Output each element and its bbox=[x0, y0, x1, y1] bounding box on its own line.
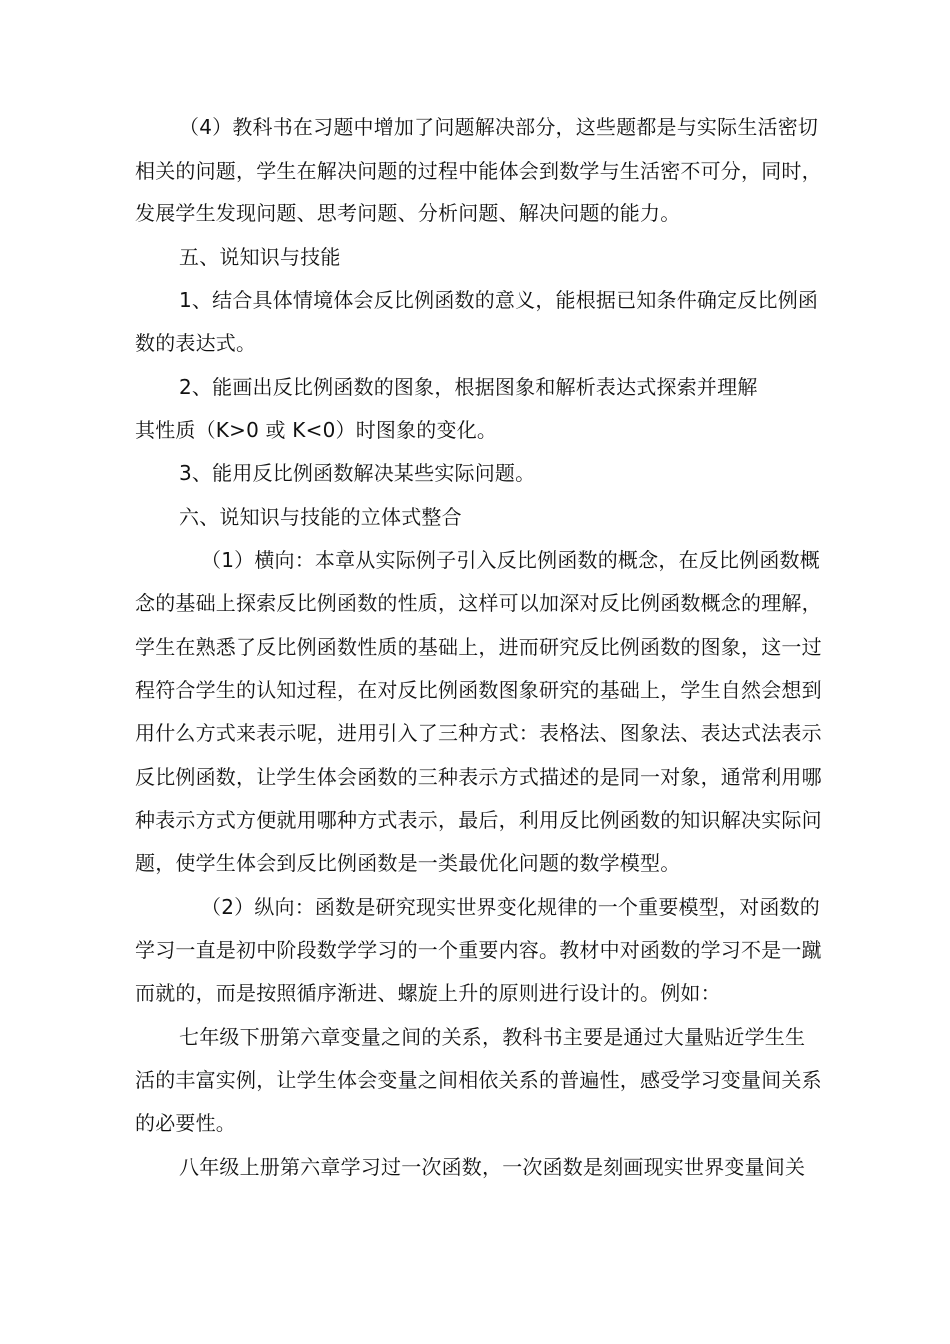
text-line: 1、结合具体情境体会反比例函数的意义，能根据已知条件确定反比例函 bbox=[179, 288, 819, 312]
text-line: 而就的，而是按照循序渐进、螺旋上升的原则进行设计的。例如： bbox=[135, 981, 721, 1005]
section-heading: 六、说知识与技能的立体式整合 bbox=[179, 505, 462, 529]
text-line: 八年级上册第六章学习过一次函数，一次函数是刻画现实世界变量间关 bbox=[179, 1155, 806, 1179]
text-line: 学习一直是初中阶段数学学习的一个重要内容。教材中对函数的学习不是一蹴 bbox=[135, 938, 822, 962]
text-line: 2、能画出反比例函数的图象，根据图象和解析表达式探索并理解 bbox=[179, 375, 758, 399]
text-line: 活的丰富实例，让学生体会变量之间相依关系的普遍性，感受学习变量间关系 bbox=[135, 1068, 822, 1092]
text-line: 种表示方式方便就用哪种方式表示，最后，利用反比例函数的知识解决实际问 bbox=[135, 808, 822, 832]
text-line: 相关的问题，学生在解决问题的过程中能体会到数学与生活密不可分，同时， bbox=[135, 159, 822, 183]
text-line: 3、能用反比例函数解决某些实际问题。 bbox=[179, 461, 536, 485]
text-line: 题，使学生体会到反比例函数是一类最优化问题的数学模型。 bbox=[135, 851, 681, 875]
text-line: 学生在熟悉了反比例函数性质的基础上，进而研究反比例函数的图象，这一过 bbox=[135, 635, 822, 659]
text-line: （4）教科书在习题中增加了问题解决部分，这些题都是与实际生活密切 bbox=[179, 115, 819, 139]
text-line: 反比例函数，让学生体会函数的三种表示方式描述的是同一对象，通常利用哪 bbox=[135, 765, 822, 789]
text-line: 数的表达式。 bbox=[135, 331, 257, 355]
text-line: 程符合学生的认知过程，在对反比例函数图象研究的基础上，学生自然会想到 bbox=[135, 678, 822, 702]
text-line: 七年级下册第六章变量之间的关系，教科书主要是通过大量贴近学生生 bbox=[179, 1025, 806, 1049]
section-heading: 五、说知识与技能 bbox=[179, 245, 341, 269]
text-line: 发展学生发现问题、思考问题、分析问题、解决问题的能力。 bbox=[135, 201, 681, 225]
text-line: 用什么方式来表示呢，进用引入了三种方式：表格法、图象法、表达式法表示 bbox=[135, 721, 822, 745]
text-line: （1）横向：本章从实际例子引入反比例函数的概念，在反比例函数概 bbox=[201, 548, 820, 572]
text-line: 其性质（K>0 或 K<0）时图象的变化。 bbox=[135, 418, 498, 442]
text-line: 的必要性。 bbox=[135, 1111, 236, 1135]
text-line: （2）纵向：函数是研究现实世界变化规律的一个重要模型，对函数的 bbox=[201, 895, 820, 919]
text-line: 念的基础上探索反比例函数的性质，这样可以加深对反比例函数概念的理解， bbox=[135, 591, 822, 615]
